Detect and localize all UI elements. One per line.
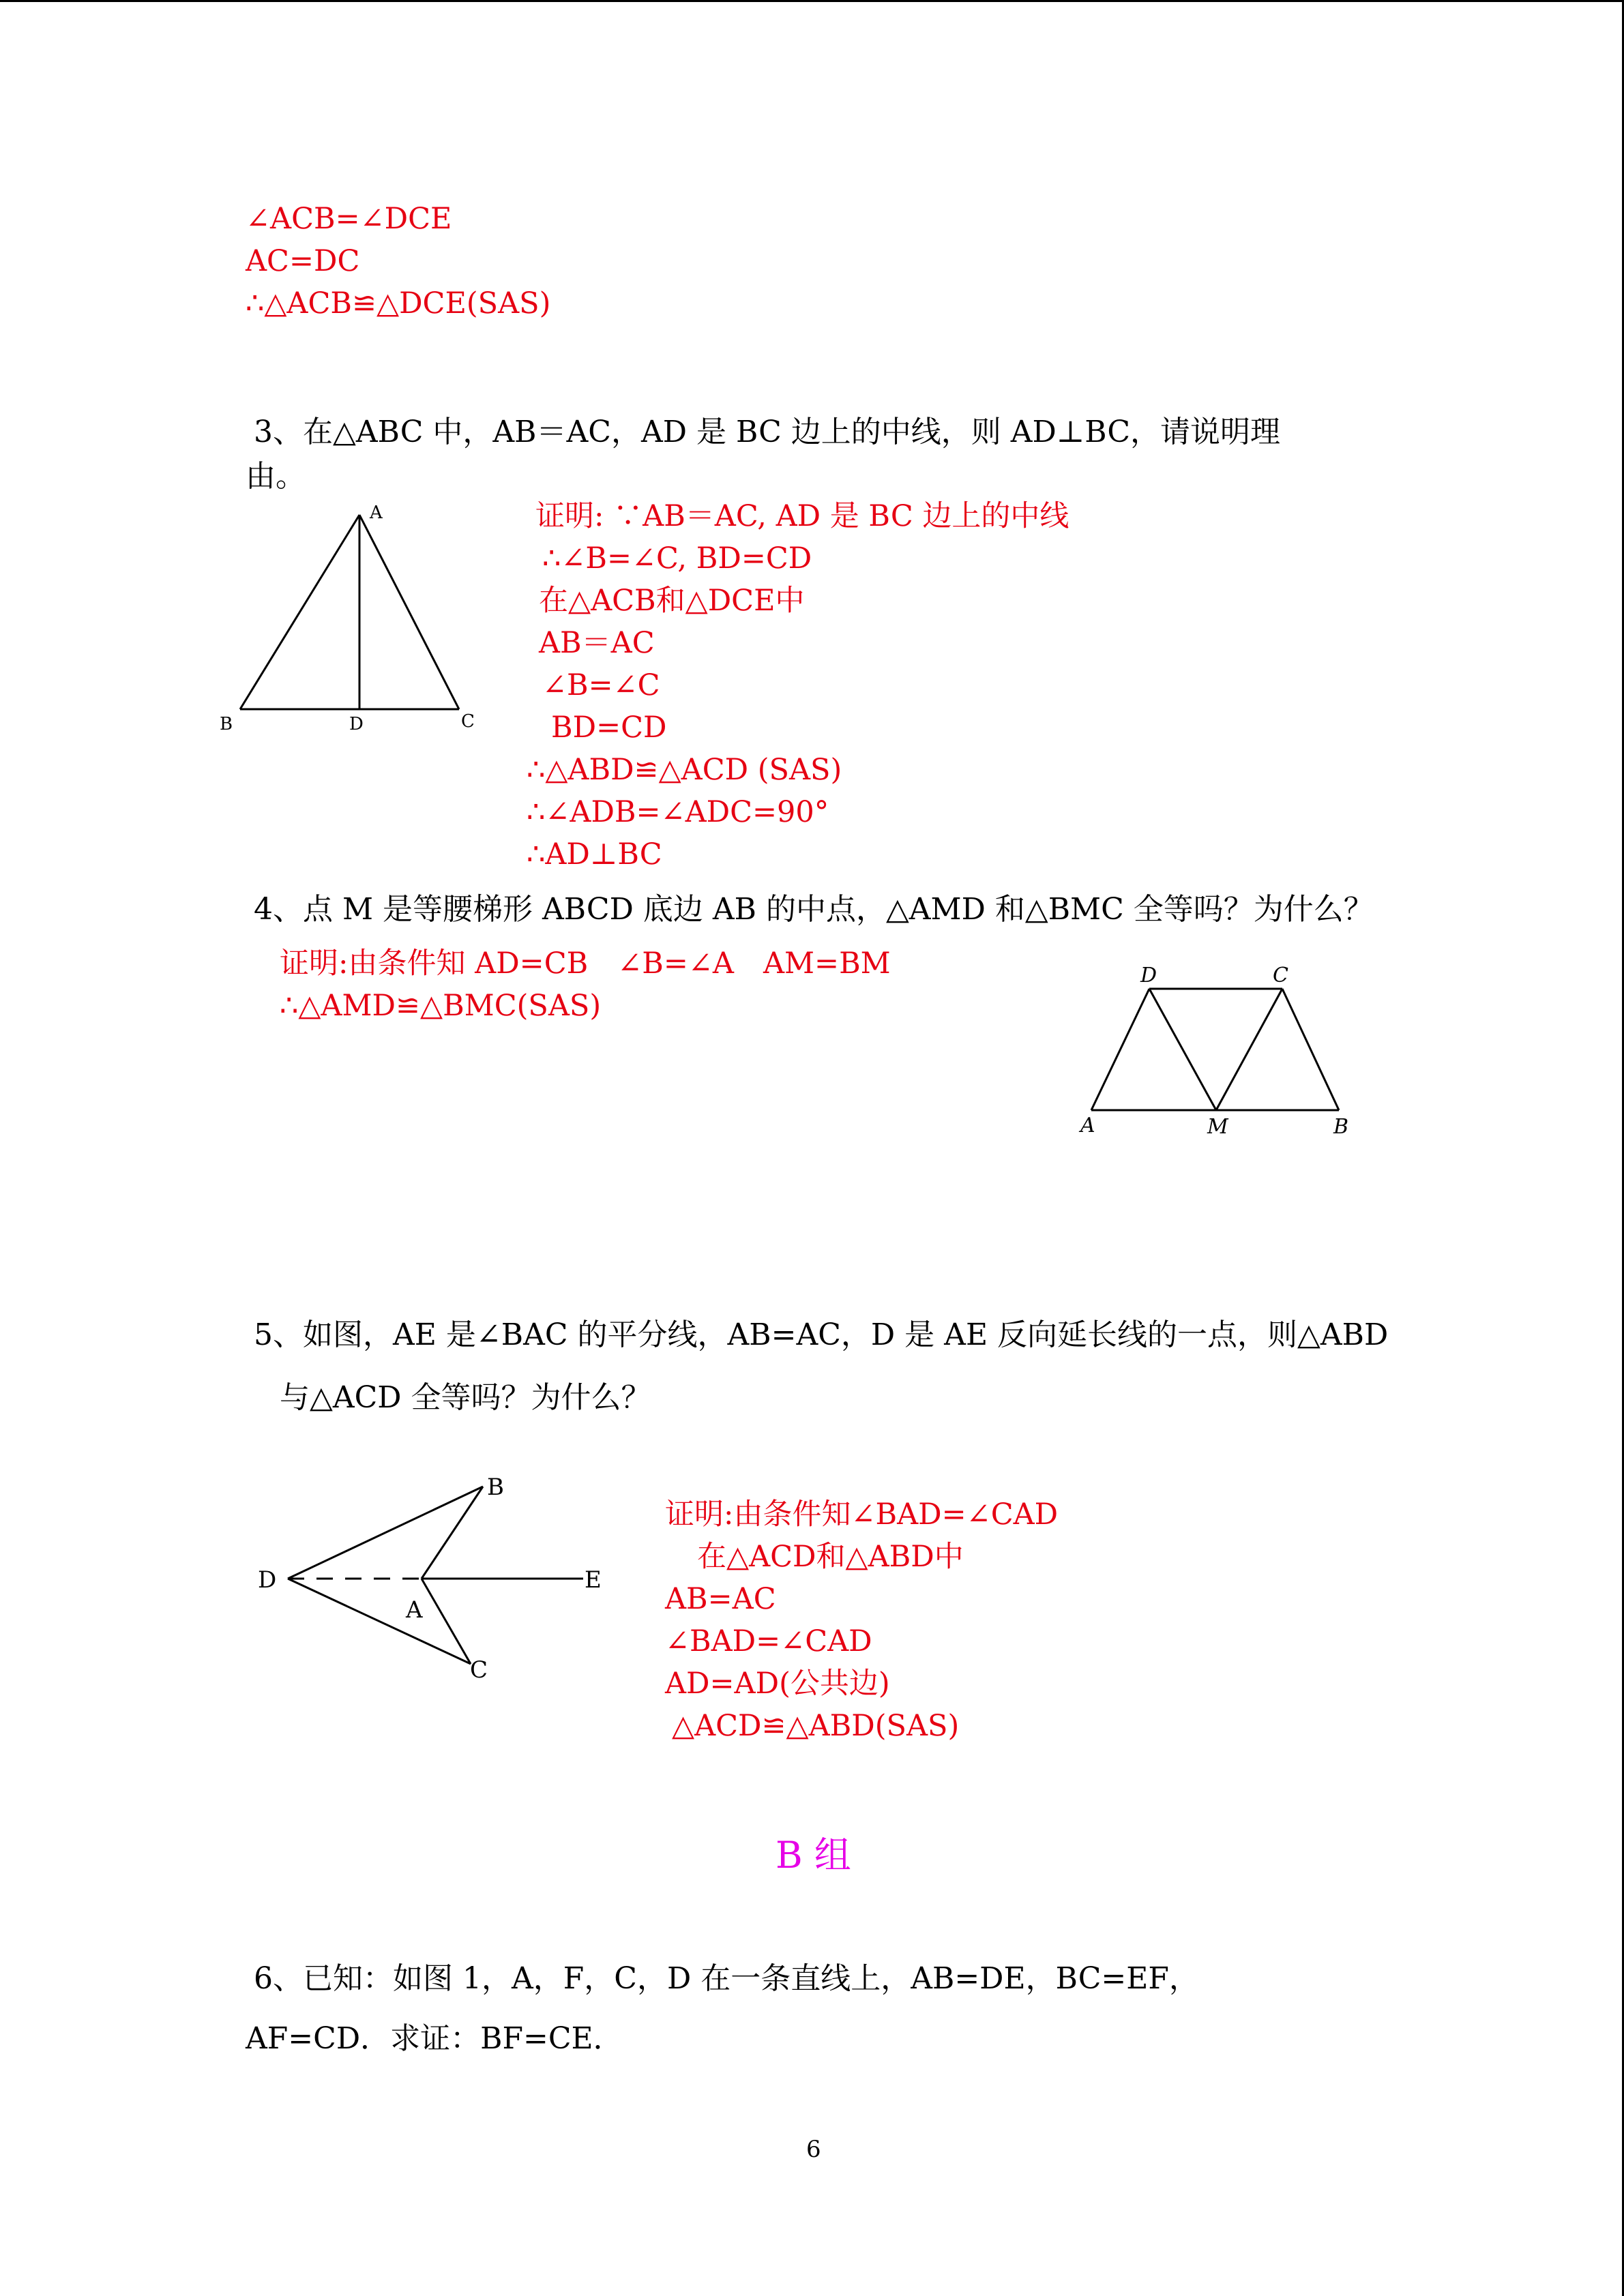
q5-proof-line-3: AB=AC: [665, 1582, 776, 1616]
q3-text-line-1: 3、在△ABC 中，AB＝AC，AD 是 BC 边上的中线，则 AD⊥BC，请说明理: [254, 415, 1281, 449]
q3-proof-line-8: ∴∠ADB=∠ADC=90°: [527, 795, 829, 829]
q4-proof-line-1: 证明:由条件知 AD=CB ∠B=∠A AM=BM: [280, 946, 891, 981]
q5-segment-db: [288, 1487, 483, 1579]
q3-label-c: C: [461, 711, 475, 732]
q3-proof-line-4: AB＝AC: [539, 626, 655, 660]
prev-proof-line-3: ∴△ACB≌△DCE(SAS): [246, 286, 551, 320]
q3-proof-line-7: ∴△ABD≌△ACD (SAS): [527, 753, 842, 787]
q3-label-a: A: [370, 503, 383, 523]
q4-label-d: D: [1140, 964, 1157, 987]
q3-label-b: B: [220, 714, 233, 734]
q4-label-m: M: [1207, 1115, 1228, 1139]
q5-label-b: B: [487, 1474, 504, 1501]
q5-label-c: C: [470, 1656, 488, 1684]
prev-proof-line-1: ∠ACB=∠DCE: [246, 202, 452, 236]
q4-label-a: A: [1080, 1114, 1095, 1137]
q5-proof-line-4: ∠BAD=∠CAD: [665, 1624, 872, 1658]
q5-proof-line-2: 在△ACD和△ABD中: [697, 1540, 964, 1574]
q3-label-d: D: [349, 714, 364, 734]
q5-segment-ac: [422, 1579, 471, 1664]
q6-text-line-1: 6、已知：如图 1，A，F，C，D 在一条直线上，AB=DE，BC=EF，: [254, 1961, 1199, 1996]
q4-question: 4、点 M 是等腰梯形 ABCD 底边 AB 的中点，△AMD 和△BMC 全等吗？为什么？: [254, 892, 1374, 927]
q3-proof-line-2: ∴∠B=∠C, BD=CD: [542, 541, 812, 576]
section-b-title: B 组: [776, 1834, 851, 1877]
q5-text-line-1: 5、如图，AE 是∠BAC 的平分线，AB=AC，D 是 AE 反向延长线的一点，则△ABD: [254, 1317, 1389, 1352]
q5-label-e: E: [585, 1566, 602, 1594]
q3-proof-line-1: 证明: ∵AB＝AC, AD 是 BC 边上的中线: [535, 499, 1069, 533]
q5-segment-cd: [288, 1579, 471, 1664]
q3-proof-line-9: ∴AD⊥BC: [527, 837, 662, 871]
q4-proof-line-2: ∴△AMD≌△BMC(SAS): [280, 989, 602, 1023]
q3-text-line-2: 由。: [246, 459, 306, 494]
q4-label-c: C: [1273, 964, 1288, 987]
q6-text-line-2: AF=CD．求证：BF=CE．: [246, 2021, 623, 2056]
q3-proof-line-3: 在△ACB和△DCE中: [539, 584, 805, 618]
q5-text-line-2: 与△ACD 全等吗？为什么？: [280, 1380, 651, 1415]
page-number: 6: [806, 2136, 821, 2163]
q4-label-b: B: [1333, 1115, 1349, 1139]
q5-proof-line-1: 证明:由条件知∠BAD=∠CAD: [665, 1497, 1059, 1532]
q5-label-a: A: [406, 1596, 423, 1624]
q5-proof-line-5: AD=AD(公共边): [665, 1667, 890, 1701]
q3-proof-line-6: BD=CD: [551, 711, 667, 745]
q5-label-d: D: [258, 1566, 277, 1594]
q3-proof-line-5: ∠B=∠C: [542, 668, 660, 702]
prev-proof-line-2: AC=DC: [246, 244, 360, 278]
q5-proof-line-6: △ACD≌△ABD(SAS): [672, 1709, 960, 1743]
